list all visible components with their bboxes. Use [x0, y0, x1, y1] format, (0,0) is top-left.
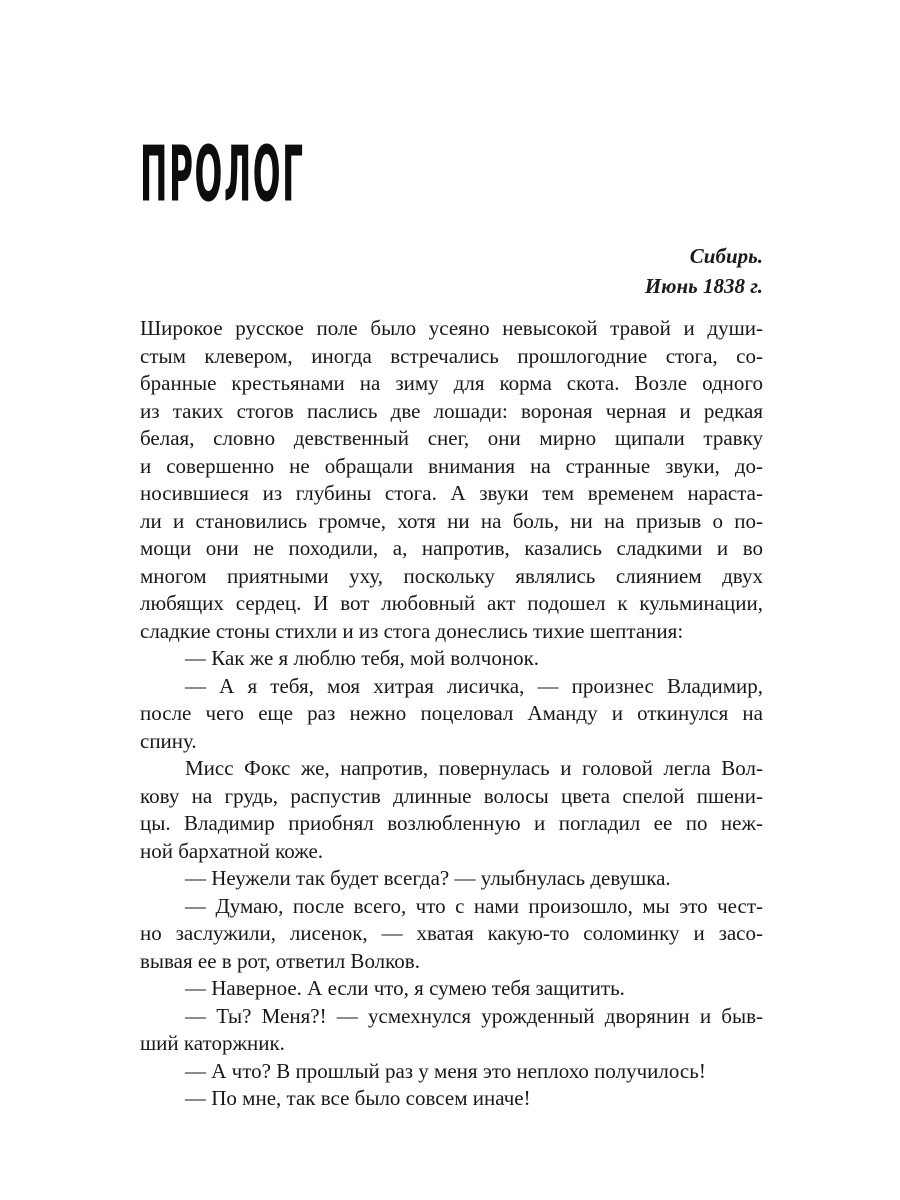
- text-line: белая, словно девственный снег, они мирно щипали травку: [140, 426, 763, 450]
- text-line: — По мне, так все было совсем иначе!: [185, 1086, 531, 1110]
- text-line: из таких стогов паслись две лошади: вороная черная и редкая: [140, 398, 763, 423]
- text-line: носившиеся из глубины стога. А звуки тем временем нараста-: [140, 481, 763, 505]
- text-line: после чего еще раз нежно поцеловал Аманду и откинулся на: [140, 701, 763, 725]
- dateline: [140, 241, 763, 301]
- text-line: — Ты? Меня?! — усмехнулся урожденный дворянин и быв-: [185, 1003, 763, 1028]
- text-line: кову на грудь, распустив длинные волосы цвета спелой пшени-: [140, 783, 763, 808]
- text-line: но заслужили, лисенок, — хватая какую-то соломинку и засо-: [140, 921, 763, 945]
- text-line: Широкое русское поле было усеяно невысокой травой и души-: [140, 316, 763, 340]
- text-line: стым клевером, иногда встречались прошлогодние стога, со-: [140, 343, 763, 368]
- text-line: — А что? В прошлый раз у меня это неплохо получилось!: [185, 1058, 706, 1083]
- text-line: — Думаю, после всего, что с нами произошло, мы это чест-: [185, 893, 763, 918]
- text-line: — Как же я люблю тебя, мой волчонок.: [185, 646, 540, 670]
- text-line: ли и становились громче, хотя ни на боль, ни на призыв о по-: [140, 508, 763, 533]
- text-line: цы. Владимир приобнял возлюбленную и погладил ее по неж-: [140, 811, 763, 835]
- text-line: — Неужели так будет всегда? — улыбнулась девушка.: [185, 866, 671, 890]
- text-line: любящих сердец. И вот любовный акт подошел к кульминации,: [140, 591, 763, 615]
- text-line: — Наверное. А если что, я сумею тебя защитить.: [185, 976, 625, 1000]
- text-line: бранные крестьянами на зиму для корма скота. Возле одного: [140, 371, 763, 395]
- text-line: многом приятными уху, поскольку являлись слиянием двух: [140, 563, 763, 588]
- text-line: ной бархатной коже.: [140, 838, 324, 863]
- text-line: спину.: [140, 728, 197, 753]
- text-line: — А я тебя, моя хитрая лисичка, — произнес Владимир,: [185, 673, 763, 698]
- text-line: и совершенно не обращали внимания на странные звуки, до-: [140, 453, 763, 478]
- text-line: вывая ее в рот, ответил Волков.: [140, 948, 420, 973]
- text-line: ший каторжник.: [140, 1031, 285, 1055]
- dateline-location: Сибирь.: [689, 244, 763, 268]
- text-line: Мисс Фокс же, напротив, повернулась и головой легла Вол-: [185, 756, 763, 780]
- text-line: мощи они не походили, а, напротив, казались сладкими и во: [140, 536, 763, 560]
- chapter-title: ПРОЛОГ: [140, 129, 305, 219]
- body-text: [140, 315, 763, 1113]
- dateline-date: Июнь 1838 г.: [644, 274, 763, 298]
- text-line: сладкие стоны стихли и из стога донеслись тихие шептания:: [140, 618, 684, 643]
